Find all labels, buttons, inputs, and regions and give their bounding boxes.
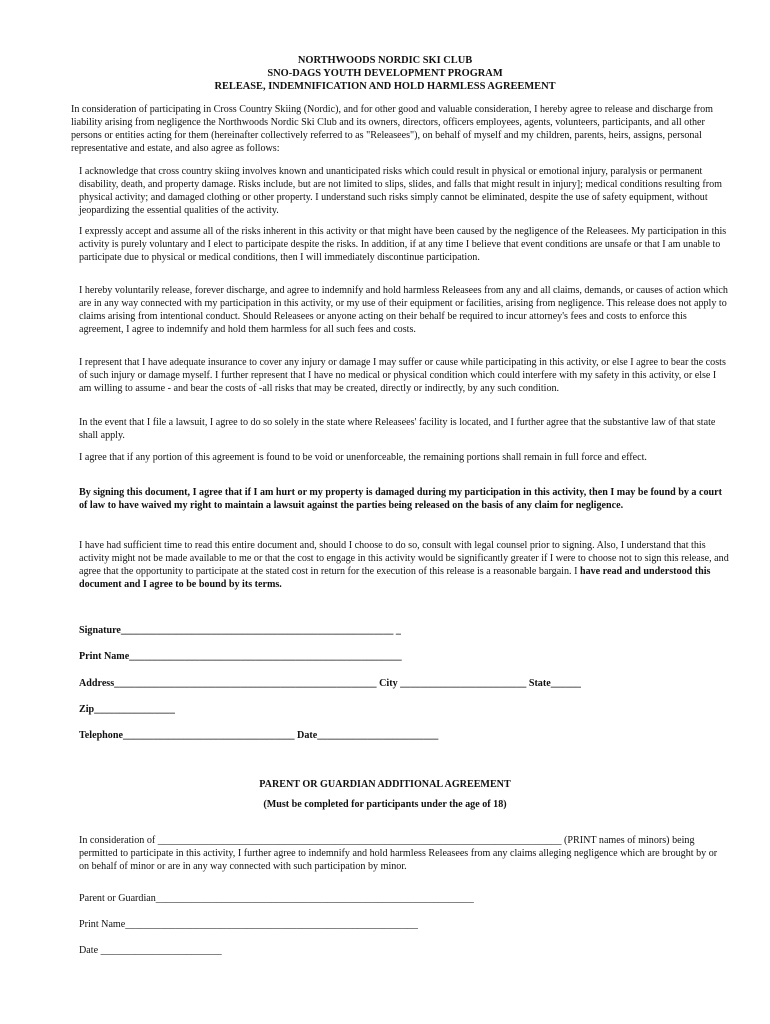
parent-date-field[interactable]: Date ________________________ [79,945,222,956]
risks-paragraph: I acknowledge that cross country skiing involves known and unanticipated risks which could result in physical or emotional injury, paralysis or permanent disability, death, and property damage. Risks include, but are not limited to slips, slides, and falls that might result in injury]; medical conditions resulting from physical activity; and damaged clothing or other property. I understand such risks simply cannot be eliminated, despite the use of safety equipment, without jeopardizing the essential qualities of the activity. [79,166,722,217]
waiver-notice: By signing this document, I agree that if I am hurt or my property is damaged during my participation in this activity, then I may be found by a court of law to have waived my right to maintain a lawsuit against the parties being released on the basis of any claim for negligence. [79,487,722,512]
lawsuit-paragraph: In the event that I file a lawsuit, I agree to do so solely in the state where Releasees' facility is located, and I further agree that the substantive law of that state shall apply. [79,417,716,442]
form-header [0,54,770,93]
release-paragraph: I hereby voluntarily release, forever discharge, and agree to indemnify and hold harmless Releasees from any and all claims, demands, or causes of action which are in any way connected with my participation in this activity, or my use of their equipment or facilities, arising from negligence. This release does not apply to claims arising from intentional conduct. Should Releasees or anyone acting on their behalf be required to incur attorney's fees and costs to enforce this agreement, I agree to indemnify and hold them harmless for all such fees and costs. [79,285,728,336]
program-name: SNO-DAGS YOUTH DEVELOPMENT PROGRAM [267,68,503,79]
club-name: NORTHWOODS NORDIC SKI CLUB [297,55,473,66]
zip-field[interactable]: Zip________________ [79,704,175,715]
parent-print-name-field[interactable]: Print Name__________________________________________________________ [79,919,418,930]
read-time-bold-text: have read and understood this document and I agree to be bound by its terms. [79,566,711,591]
intro-paragraph: In consideration of participating in Cross Country Skiing (Nordic), and for other good and valuable consideration, I hereby agree to release and discharge from liability arising from negligence the Northwoods Nordic Ski Club and its owners, directors, officers employees, agents, volunteers, participants, and all other persons or entities acting for them (hereinafter collectively referred to as "Releasees"), on behalf of myself and my children, parents, heirs, assigns, personal representative and estate, and also agree as follows: [71,104,713,155]
parent-consideration-paragraph: In consideration of ________________________________________________________________________________ (PRINT names of minors) being permitted to participate in this activity, I further agree to indemnify and hold harmless Releasees from any claims alleging negligence which are brought by or on behalf of minor or are in any way connected with such participation by minor. [79,835,718,873]
print-name-field[interactable]: Print Name______________________________________________________ [79,651,402,662]
insurance-paragraph: I represent that I have adequate insurance to cover any injury or damage I may suffer or cause while participating in this activity, or else I agree to bear the costs of such injury or damage myself. I further represent that I have no medical or physical condition which could interfere with my safety in this activity, or else I am willing to assume - and bear the costs of -all risks that may be created, directly or indirectly, by any such condition. [79,357,726,395]
accept-risks-paragraph: I expressly accept and assume all of the risks inherent in this activity or that might have been caused by the negligence of the Releasees. My participation in this activity is purely voluntary and I elect to participate despite the risks. In addition, if at any time I believe that event conditions are unsafe or that I am unable to participate due to physical or medical conditions, then I will immediately discontinue participation. [79,226,727,264]
parent-section-subtitle: (Must be completed for participants under the age of 18) [263,799,507,810]
severability-paragraph: I agree that if any portion of this agreement is found to be void or unenforceable, the remaining portions shall remain in full force and effect. [79,452,647,463]
read-time-paragraph [79,539,731,591]
read-time-text: I have had sufficient time to read this entire document and, should I choose to do so, consult with legal counsel prior to signing. Also, I understand that this activity might not be made available to me or that the cost to engage in this activity would be significantly greater if I were to choose not to sign this release, and agree that the opportunity to participate at the stated cost in return for the execution of this release is a reasonable bargain. I [79,540,729,578]
telephone-date-field[interactable]: Telephone__________________________________ Date________________________ [79,730,439,741]
parent-section-title: PARENT OR GUARDIAN ADDITIONAL AGREEMENT [259,779,511,790]
parent-guardian-field[interactable]: Parent or Guardian_______________________________________________________________ [79,893,474,904]
agreement-title: RELEASE, INDEMNIFICATION AND HOLD HARMLESS AGREEMENT [214,81,556,92]
signature-field[interactable]: Signature______________________________________________________ _ [79,625,401,636]
address-city-state-field[interactable]: Address____________________________________________________ City _________________________ State______ [79,678,581,689]
